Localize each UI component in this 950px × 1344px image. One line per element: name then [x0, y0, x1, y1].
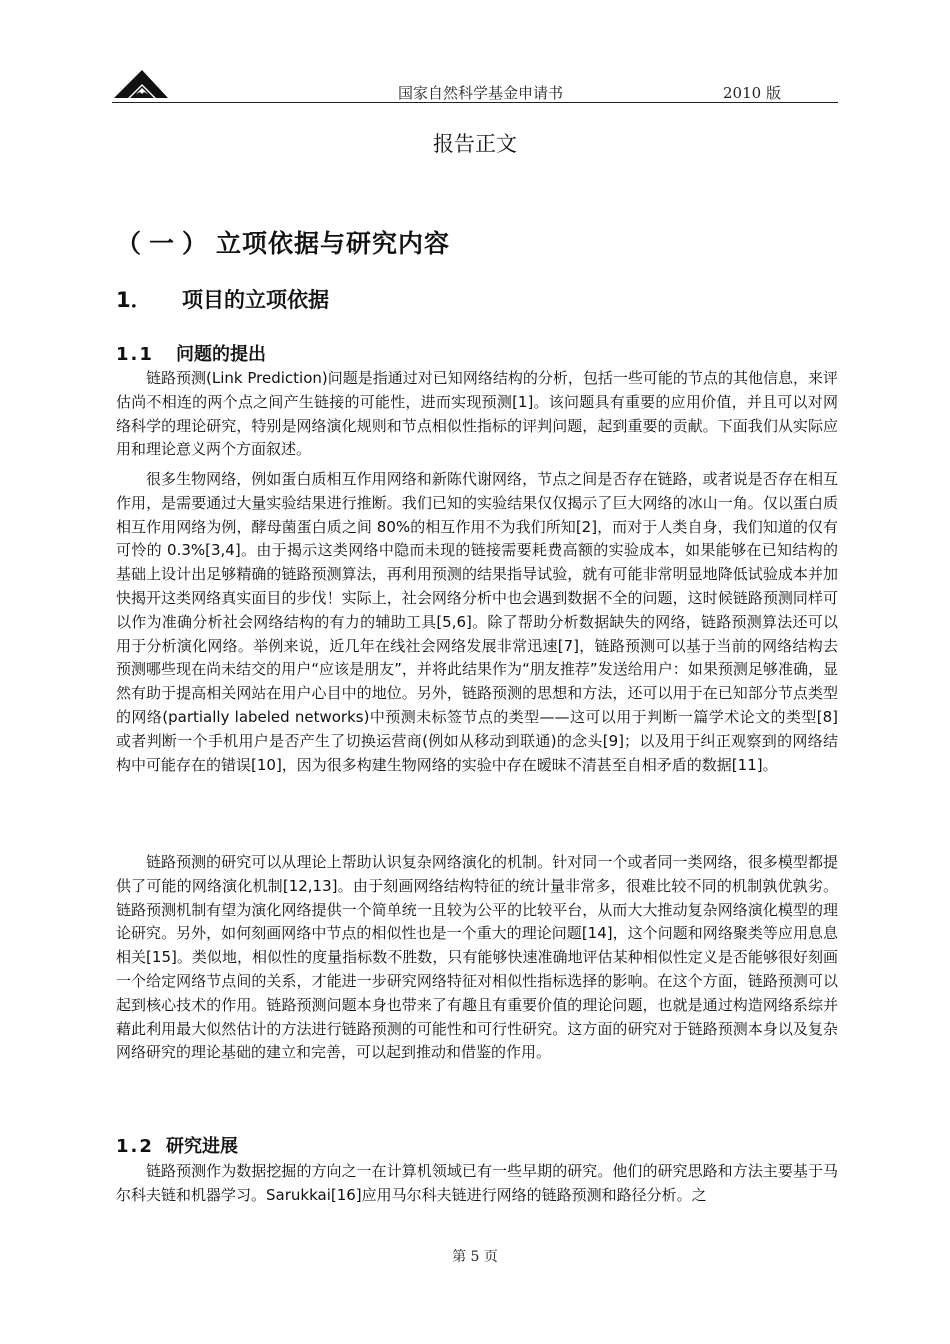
header-divider: [112, 102, 838, 103]
body-paragraph: 很多生物网络，例如蛋白质相互作用网络和新陈代谢网络，节点之间是否存在链路，或者说是否存在相互作用，是需要通过大量实验结果进行推断。我们已知的实验结果仅仅揭示了巨大网络的冰山一角。仅以蛋白质相互作用网络为例，酵母菌蛋白质之间 80%的相互作用不为我们所知[2]，而对于人类自身，我们知道的仅有可怜的 0.3%[3,4]。由于揭示这类网络中隐而未现的链接需要耗费高额的实验成本，如果能够在已知结构的基础上设计出足够精确的链路预测算法，再利用预测的结果指导试验，就有可能非常明显地降低试验成本并加快揭开这类网络真实面目的步伐！实际上，社会网络分析中也会遇到数据不全的问题，这时候链路预测同样可以作为准确分析社会网络结构的有力的辅助工具[5,6]。除了帮助分析数据缺失的网络，链路预测算法还可以用于分析演化网络。举例来说，近几年在线社会网络发展非常迅速[7]，链路预测可以基于当前的网络结构去预测哪些现在尚未结交的用户“应该是朋友”，并将此结果作为“朋友推荐”发送给用户：如果预测足够准确，显然有助于提高相关网站在用户心目中的地位。另外，链路预测的思想和方法，还可以用于在已知部分节点类型的网络(partially labeled networks)中预测未标签节点的类型——这可以用于判断一篇学术论文的类型[8]或者判断一个手机用户是否产生了切换运营商(例如从移动到联通)的念头[9]；以及用于纠正观察到的网络结构中可能存在的错误[10]，因为很多构建生物网络的实验中存在暧昧不清甚至自相矛盾的数据[11]。: [116, 470, 838, 774]
header-version: 2010 版: [723, 84, 781, 102]
body-paragraph: 链路预测(Link Prediction)问题是指通过对已知网络结构的分析，包括一些可能的节点的其他信息，来评估尚不相连的两个点之间产生链接的可能性，进而实现预测[1]。该问题具有重要的应用价值，并且可以对网络科学的理论研究，特别是网络演化规则和节点相似性指标的评判问题，起到重要的贡献。下面我们从实际应用和理论意义两个方面叙述。: [116, 369, 838, 459]
report-title: 报告正文: [433, 132, 517, 156]
subsubsection-title: 问题的提出: [176, 344, 266, 365]
subsection-heading: [116, 284, 329, 314]
page-number: 第 5 页: [452, 1249, 498, 1265]
section-heading: [116, 224, 450, 260]
subsection-title: 项目的立项依据: [182, 288, 329, 312]
subsubsection-title: 研究进展: [166, 1136, 238, 1157]
subsubsection-heading: [116, 340, 266, 366]
subsection-number: 1．: [116, 288, 152, 312]
section-number: （一）: [116, 229, 216, 258]
subsubsection-number: 1.1: [116, 344, 154, 365]
mountain-logo-icon: [112, 64, 170, 102]
section-title: 立项依据与研究内容: [216, 229, 451, 258]
subsubsection-heading: [116, 1132, 238, 1158]
body-paragraph: 链路预测的研究可以从理论上帮助认识复杂网络演化的机制。针对同一个或者同一类网络，很多模型都提供了可能的网络演化机制[12,13]。由于刻画网络结构特征的统计量非常多，很难比较不同的机制孰优孰劣。链路预测机制有望为演化网络提供一个简单统一且较为公平的比较平台，从而大大推动复杂网络演化模型的理论研究。另外，如何刻画网络中节点的相似性也是一个重大的理论问题[14]，这个问题和网络聚类等应用息息相关[15]。类似地，相似性的度量指标数不胜数，只有能够快速准确地评估某种相似性定义是否能够很好刻画一个给定网络节点间的关系，才能进一步研究网络特征对相似性指标选择的影响。在这个方面，链路预测可以起到核心技术的作用。链路预测问题本身也带来了有趣且有重要价值的理论问题，也就是通过构造网络系综并藉此利用最大似然估计的方法进行链路预测的可能性和可行性研究。这方面的研究对于链路预测本身以及复杂网络研究的理论基础的建立和完善，可以起到推动和借鉴的作用。: [116, 853, 838, 1062]
body-paragraph: 链路预测作为数据挖掘的方向之一在计算机领域已有一些早期的研究。他们的研究思路和方法主要基于马尔科夫链和机器学习。Sarukkai[16]应用马尔科夫链进行网络的链路预测和路径分析。之: [116, 1162, 838, 1204]
subsubsection-number: 1.2: [116, 1136, 154, 1157]
header-title: 国家自然科学基金申请书: [398, 84, 564, 102]
